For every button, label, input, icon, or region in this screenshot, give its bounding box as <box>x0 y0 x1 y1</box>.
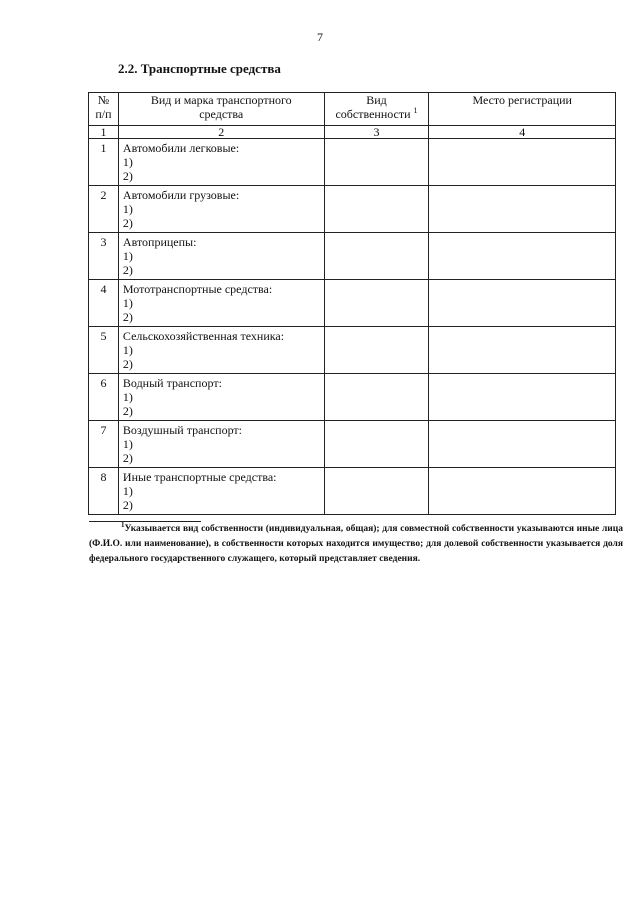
column-number: 2 <box>118 126 324 139</box>
footnote-reference-mark: 1 <box>413 106 418 115</box>
ownership-cell <box>324 327 429 374</box>
vehicle-category-label: Автоприцепы: <box>122 235 197 249</box>
row-number: 4 <box>89 280 119 327</box>
vehicle-item-slot: 2) <box>122 310 133 324</box>
vehicle-item-slot: 1) <box>122 437 133 451</box>
vehicle-item-slot: 1) <box>122 155 133 169</box>
header-vehicle-type <box>118 93 324 126</box>
section-title: 2.2. Транспортные средства <box>118 61 281 76</box>
vehicle-item-slot: 1) <box>122 249 133 263</box>
page-number: 7 <box>317 30 323 44</box>
vehicle-item-slot: 1) <box>122 343 133 357</box>
vehicles-table <box>88 92 616 515</box>
ownership-cell <box>324 421 429 468</box>
footnote-text: Указывается вид собственности (индивидуальная, общая); для совместной собственности указываются иные лица (Ф.И.О. или наименование), в собственности которых находится имущество; для долевой собственности указывается доля федерального государственного служащего, который представляет сведения. <box>89 524 623 564</box>
row-number: 6 <box>89 374 119 421</box>
header-number <box>89 93 119 126</box>
table-row <box>89 280 616 327</box>
header-vehicle-type-line1: Вид и марка транспортного <box>150 93 292 107</box>
registration-cell <box>429 233 616 280</box>
table-row <box>89 233 616 280</box>
registration-cell <box>429 468 616 515</box>
vehicle-category-label: Мототранспортные средства: <box>122 282 273 296</box>
table-row <box>89 374 616 421</box>
column-number: 4 <box>429 126 616 139</box>
table-row <box>89 327 616 374</box>
table-row <box>89 421 616 468</box>
vehicle-category-cell <box>118 421 324 468</box>
header-number-line1: № <box>97 93 110 107</box>
vehicle-item-slot: 2) <box>122 169 133 183</box>
vehicle-item-slot: 2) <box>122 451 133 465</box>
vehicle-item-slot: 1) <box>122 296 133 310</box>
row-number: 8 <box>89 468 119 515</box>
table-header-row <box>89 93 616 126</box>
registration-cell <box>429 327 616 374</box>
vehicle-category-label: Водный транспорт: <box>122 376 222 390</box>
footnote <box>89 522 623 567</box>
table-row <box>89 186 616 233</box>
ownership-cell <box>324 280 429 327</box>
header-ownership-line1: Вид <box>366 93 387 107</box>
vehicle-category-cell <box>118 280 324 327</box>
registration-cell <box>429 186 616 233</box>
ownership-cell <box>324 468 429 515</box>
header-ownership <box>324 93 429 126</box>
vehicle-category-cell <box>118 374 324 421</box>
header-registration-label: Место регистрации <box>472 93 572 107</box>
vehicle-rows <box>89 139 616 515</box>
vehicle-category-cell <box>118 139 324 186</box>
column-number: 3 <box>324 126 429 139</box>
vehicle-category-label: Автомобили легковые: <box>122 141 240 155</box>
vehicle-category-label: Сельскохозяйственная техника: <box>122 329 285 343</box>
row-number: 2 <box>89 186 119 233</box>
vehicle-item-slot: 2) <box>122 404 133 418</box>
vehicle-item-slot: 2) <box>122 263 133 277</box>
table-row <box>89 139 616 186</box>
vehicle-category-label: Воздушный транспорт: <box>122 423 243 437</box>
ownership-cell <box>324 186 429 233</box>
vehicle-item-slot: 1) <box>122 390 133 404</box>
vehicle-category-cell <box>118 468 324 515</box>
column-number-row <box>89 126 616 139</box>
vehicle-item-slot: 2) <box>122 357 133 371</box>
column-number: 1 <box>89 126 119 139</box>
ownership-cell <box>324 233 429 280</box>
header-ownership-line2: собственности <box>335 107 411 121</box>
vehicle-item-slot: 1) <box>122 202 133 216</box>
vehicle-item-slot: 2) <box>122 498 133 512</box>
header-vehicle-type-line2: средства <box>199 107 244 121</box>
vehicle-item-slot: 1) <box>122 484 133 498</box>
header-registration <box>429 93 616 126</box>
registration-cell <box>429 374 616 421</box>
vehicle-category-cell <box>118 233 324 280</box>
row-number: 5 <box>89 327 119 374</box>
ownership-cell <box>324 139 429 186</box>
registration-cell <box>429 139 616 186</box>
row-number: 7 <box>89 421 119 468</box>
vehicle-category-label: Иные транспортные средства: <box>122 470 277 484</box>
registration-cell <box>429 421 616 468</box>
ownership-cell <box>324 374 429 421</box>
footnote-mark: 1 <box>121 520 125 529</box>
row-number: 1 <box>89 139 119 186</box>
vehicle-category-cell <box>118 186 324 233</box>
table-row <box>89 468 616 515</box>
row-number: 3 <box>89 233 119 280</box>
vehicle-item-slot: 2) <box>122 216 133 230</box>
vehicle-category-label: Автомобили грузовые: <box>122 188 240 202</box>
header-number-line2: п/п <box>95 107 112 121</box>
vehicle-category-cell <box>118 327 324 374</box>
registration-cell <box>429 280 616 327</box>
